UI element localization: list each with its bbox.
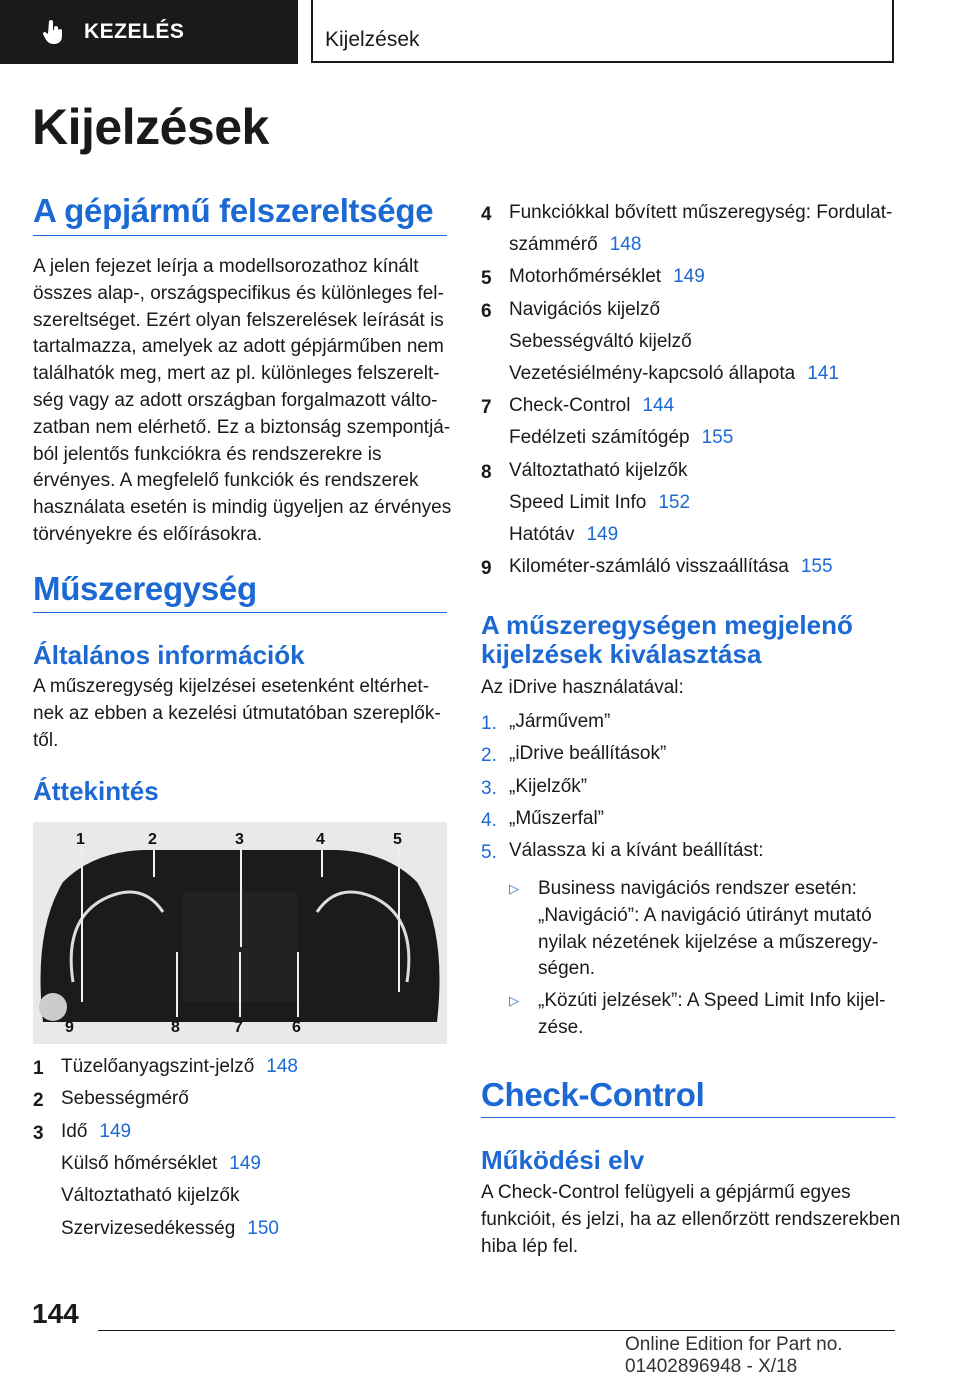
list-item [509, 393, 674, 420]
list-item-text: Változtatható kijelzők [509, 459, 688, 481]
paragraph-line: hiba lép fel. [481, 1235, 579, 1257]
page-reference[interactable]: 155 [800, 556, 833, 578]
paragraph-line: ség vagy az adott országban forgalmazott válto- [33, 390, 438, 411]
list-item-text: Kilométer-számláló visszaállítása [509, 556, 789, 578]
edition-text: Online Edition for Part no. 01402896948 - X/18 [625, 1334, 843, 1377]
figure-label-8: 8 [171, 1019, 180, 1036]
page-reference[interactable]: 148 [609, 234, 642, 256]
figure-label-2: 2 [148, 831, 157, 848]
figure-label-7: 7 [234, 1019, 243, 1036]
heading-rule [33, 612, 447, 613]
paragraph-line: összes alap-, országspecifikus és különleges fel- [33, 282, 444, 304]
triangle-right-icon: ▷ [509, 881, 519, 896]
paragraph-line: nek az ebben a kezelési útmutatóban szereplők- [33, 702, 441, 724]
list-item [509, 554, 833, 581]
paragraph-line: zatban nem elérhető. Ez a biztonság szempontjá- [33, 416, 451, 438]
page-reference[interactable]: 144 [642, 395, 675, 417]
instrument-cluster-image [33, 822, 447, 1044]
list-item [509, 490, 690, 517]
list-item-text: Sebességmérő [61, 1088, 189, 1110]
heading-equipment: A gépjármű felszereltsége [33, 192, 434, 229]
heading-rule [33, 235, 447, 236]
paragraph-line: használata esetén is mindig ügyeljen az érvényes [33, 497, 452, 519]
paragraph-line: funkcióit, és jelzi, ha az ellenőrzött rendszerekben [481, 1208, 901, 1230]
list-item-text: Motorhőmérséklet [509, 266, 662, 288]
step-number: 2. [481, 745, 497, 767]
list-number: 4 [481, 204, 492, 225]
step-number: 1. [481, 713, 497, 734]
bullet-line: nyilak nézetének kijelzése a műszeregy- [538, 931, 879, 953]
list-item [509, 425, 733, 452]
step-text: „Műszerfal” [509, 807, 605, 829]
list-item-text: Fedélzeti számítógép [509, 427, 690, 449]
paragraph-line: ból jelentős funkciókra és rendszerekre is [33, 443, 382, 465]
section-label: KEZELÉS [84, 20, 185, 43]
list-item [509, 329, 692, 356]
page-reference[interactable]: 149 [673, 266, 705, 288]
figure-label-9: 9 [65, 1019, 74, 1036]
paragraph-line: től. [33, 729, 59, 751]
list-item-text: Navigációs kijelző [509, 298, 661, 320]
heading-select-line2: kijelzések kiválasztása [481, 639, 762, 669]
page-reference[interactable]: 149 [586, 524, 619, 545]
page-reference[interactable]: 152 [658, 491, 691, 513]
heading-check-control: Check-Control [481, 1076, 705, 1113]
heading-overview: Áttekintés [33, 776, 159, 806]
bullet-line: „Navigáció”: A navigáció útirányt mutató [538, 904, 872, 926]
list-item [509, 264, 705, 291]
section-tab[interactable] [0, 0, 298, 64]
paragraph-line: érvényes. A megfelelő funkciók és rendszerek [33, 470, 419, 492]
bullet-line: Business navigációs rendszer esetén: [538, 878, 857, 899]
list-item-text: Speed Limit Info [509, 491, 647, 513]
heading-rule [481, 1117, 895, 1118]
bullet-line: ségen. [538, 958, 596, 980]
chapter-label: Kijelzések [325, 28, 420, 51]
page-reference[interactable]: 148 [266, 1056, 298, 1077]
list-number: 2 [33, 1090, 44, 1112]
page-reference[interactable]: 149 [99, 1120, 132, 1142]
step-number: 4. [481, 809, 497, 831]
list-item-text: Idő [61, 1120, 88, 1142]
heading-select-line1: A műszeregységen megjelenő [481, 610, 853, 640]
list-item-text: Változtatható kijelzők [61, 1185, 240, 1207]
step-text: „iDrive beállítások” [509, 743, 667, 765]
list-item [509, 297, 660, 324]
bullet-line: zése. [538, 1016, 584, 1038]
list-number: 9 [481, 558, 492, 580]
list-item-text: Sebességváltó kijelző [509, 330, 692, 352]
bullet-line: „Közúti jelzések”: A Speed Limit Info kijel- [538, 990, 886, 1011]
list-item [61, 1151, 261, 1178]
page-reference[interactable]: 150 [247, 1217, 279, 1239]
list-number: 7 [481, 397, 492, 419]
list-number: 6 [481, 300, 492, 322]
triangle-right-icon: ▷ [509, 993, 519, 1008]
list-item [61, 1054, 298, 1081]
heading-cluster: Műszeregység [33, 570, 257, 607]
page-header [0, 0, 960, 66]
step-text: „Járművem” [509, 711, 611, 732]
list-item [61, 1183, 240, 1210]
list-number: 1 [33, 1058, 44, 1079]
list-item [509, 458, 688, 485]
list-number: 5 [481, 268, 492, 290]
figure-label-3: 3 [235, 831, 244, 848]
figure-label-1: 1 [76, 831, 85, 848]
select-intro: Az iDrive használatával: [481, 677, 684, 698]
page-number: 144 [32, 1298, 79, 1329]
list-number: 3 [33, 1122, 44, 1144]
footer-rule [98, 1330, 895, 1331]
list-item [61, 1216, 279, 1243]
paragraph-line: A műszeregység kijelzései esetenként eltérhet- [33, 676, 430, 697]
list-item-text: Hatótáv [509, 524, 575, 545]
list-item-text: Szervizesedékesség [61, 1217, 236, 1239]
list-item [509, 232, 641, 259]
step-number: 5. [481, 842, 497, 864]
paragraph-line: tartalmazza, amelyek az adott gépjárműben nem [33, 336, 444, 358]
list-item-text: számmérő [509, 234, 598, 256]
paragraph-line: szereltséget. Ezért olyan felszerelések leírását is [33, 309, 444, 331]
page-reference[interactable]: 141 [807, 363, 839, 384]
list-item-text: Külső hőmérséklet [61, 1152, 218, 1174]
list-item-text: Tüzelőanyagszint-jelző [61, 1056, 255, 1077]
paragraph-line: törvényekre és előírásokra. [33, 524, 263, 545]
page-reference[interactable]: 155 [701, 427, 734, 449]
figure-label-6: 6 [292, 1019, 301, 1036]
list-item-text: Check-Control [509, 395, 631, 417]
chapter-tab[interactable] [311, 0, 894, 63]
heading-general: Általános információk [33, 640, 305, 670]
list-item [509, 361, 839, 388]
heading-principle: Működési elv [481, 1145, 645, 1175]
list-item [509, 200, 892, 227]
paragraph-line: A Check-Control felügyeli a gépjármű egyes [481, 1182, 851, 1203]
page-reference[interactable]: 149 [229, 1152, 261, 1174]
hand-pointer-icon [42, 18, 66, 46]
step-number: 3. [481, 777, 497, 799]
step-text: Válassza ki a kívánt beállítást: [509, 840, 764, 862]
paragraph-line: A jelen fejezet leírja a modellsorozathoz kínált [33, 256, 419, 277]
list-item [61, 1119, 131, 1146]
figure-label-5: 5 [393, 831, 402, 848]
figure-label-4: 4 [316, 831, 325, 848]
list-item [509, 522, 618, 549]
list-number: 8 [481, 461, 492, 483]
page-title: Kijelzések [32, 99, 269, 155]
paragraph-line: találhatók meg, mert az pl. különleges felszerelt- [33, 363, 440, 385]
list-item-text: Funkciókkal bővített műszeregység: Fordulat- [509, 202, 893, 223]
list-item [61, 1086, 189, 1113]
step-text: „Kijelzők” [509, 775, 588, 797]
list-item-text: Vezetésiélmény-kapcsoló állapota [509, 363, 796, 384]
